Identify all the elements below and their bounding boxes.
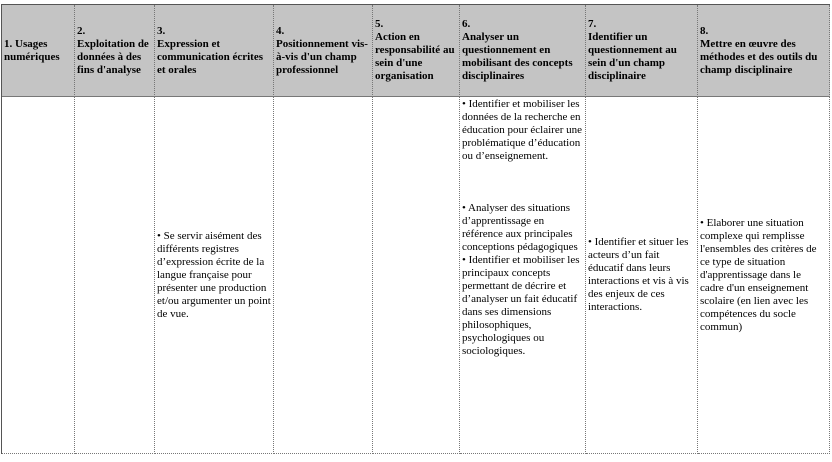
cell-usages-numeriques [2,97,75,454]
header-number: 7. [588,18,597,30]
list-item: • Identifier et mobiliser les données de la recherche en éducation pour éclairer une problématique d’éducation ou d’enseignement. [462,98,583,162]
table-row [2,97,830,454]
competencies-table [1,4,830,454]
header-title: Mettre en œuvre des méthodes et des outils du champ disciplinaire [700,37,818,76]
cell-analyser-questionnement [460,97,586,454]
header-number: 8. [700,24,709,37]
list-item: • Identifier et mobiliser les principaux concepts permettant de décrire et d’analyser un fait éducatif dans ses dimensions philosophiques, psychologiques ou sociologiques. [462,254,580,357]
header-action-responsabilite [373,5,460,97]
header-row [2,5,830,97]
header-number: 6. [462,18,471,30]
header-methodes-outils [698,5,830,97]
cell-text: • Identifier et situer les acteurs d’un fait éducatif dans leurs interactions et vis à vis des enjeux de ces interactions. [588,236,689,313]
header-number: 1. [4,37,13,50]
header-analyser-questionnement [460,5,586,97]
header-title: Positionnement vis-à-vis d'un champ professionnel [276,37,368,76]
cell-positionnement [274,97,373,454]
header-title: Usages numériques [4,37,60,63]
header-number: 2. [77,24,86,37]
header-positionnement [274,5,373,97]
header-number: 4. [276,24,285,37]
header-number: 5. [375,18,384,30]
header-title: Analyser un questionnement en mobilisant des concepts disciplinaires [462,31,573,82]
header-exploitation-donnees [75,5,155,97]
spacer [462,163,583,202]
header-title: Exploitation de données à des fins d'analyse [77,37,149,76]
header-usages-numeriques [2,5,75,97]
list-item: • Analyser des situations d’apprentissage en référence aux principales conceptions pédagogiques [462,202,578,253]
header-identifier-questionnement [586,5,698,97]
cell-methodes-outils [698,97,830,454]
cell-text: • Se servir aisément des différents registres d’expression écrite de la langue française pour présenter une production et/ou argumenter un point de vue. [157,229,271,320]
cell-expression-communication [155,97,274,454]
header-title: Expression et communication écrites et orales [157,37,263,76]
header-expression-communication [155,5,274,97]
cell-exploitation-donnees [75,97,155,454]
header-title: Action en responsabilité au sein d'une organisation [375,31,455,82]
cell-action-responsabilite [373,97,460,454]
header-title: Identifier un questionnement au sein d'un champ disciplinaire [588,31,677,82]
header-number: 3. [157,24,166,37]
cell-identifier-questionnement [586,97,698,454]
cell-text: • Elaborer une situation complexe qui remplisse l'ensembles des critères de ce type de situation d'apprentissage dans le cadre d'un enseignement scolaire (en lien avec les compétences du socle commun) [700,216,817,333]
